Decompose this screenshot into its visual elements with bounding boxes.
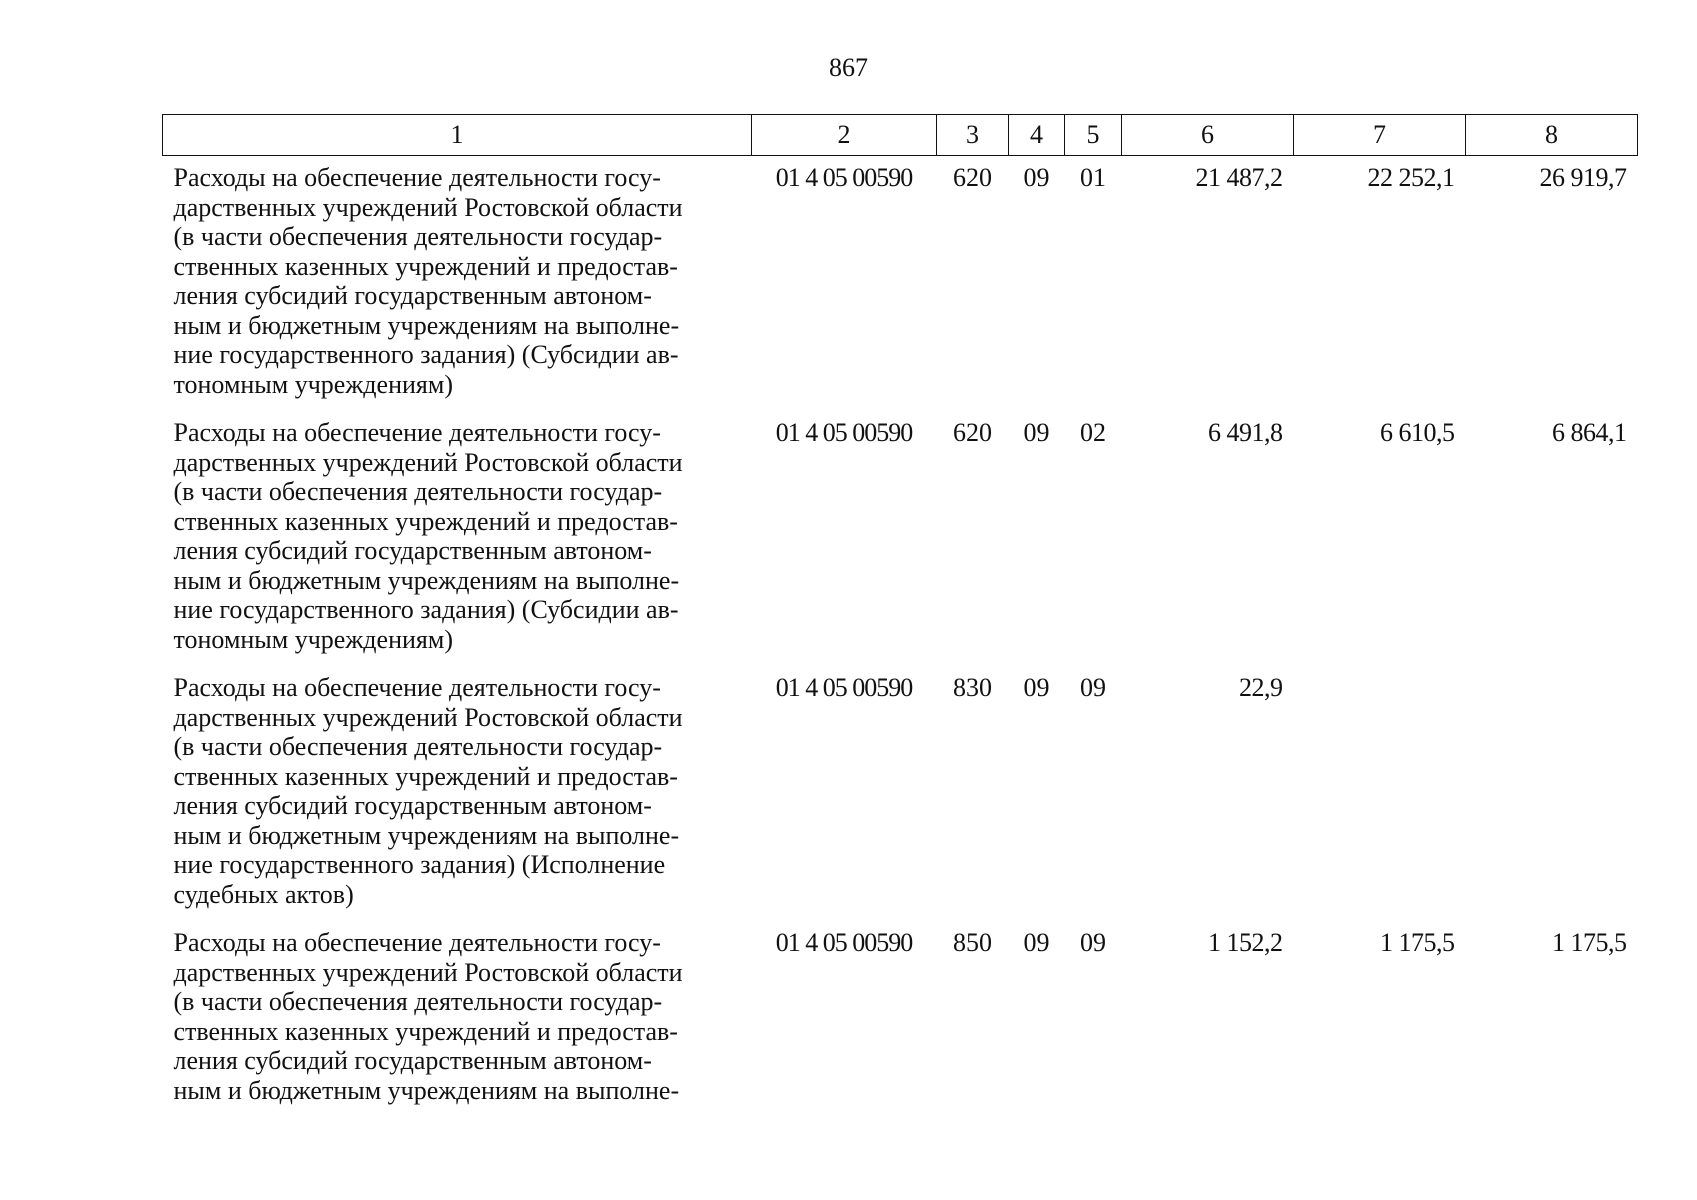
expense-type-code: 620 (953, 418, 992, 447)
column-header-6: 6 (1122, 115, 1294, 156)
budget-classification-code: 01 4 05 00590 (775, 928, 913, 957)
description-line: Расходы на обеспечение деятельности госу- (173, 418, 661, 447)
description-line: ственных казенных учреждений и предостав- (173, 761, 678, 791)
amount-column-7: 22 252,1 (1367, 163, 1455, 192)
header-row (163, 115, 1638, 156)
description-line: Расходы на обеспечение деятельности госу- (173, 163, 661, 192)
description-line: ние государственного задания) (Исполнение (173, 850, 666, 879)
description-line: дарственных учреждений Ростовской области (173, 447, 683, 477)
subsection-code: 09 (1080, 928, 1106, 957)
column-header-1: 1 (163, 115, 752, 156)
table-row (163, 666, 1638, 921)
description-line: ние государственного задания) (Субсидии ав- (173, 595, 679, 624)
expense-description (163, 666, 752, 921)
description-line: ным и бюджетным учреждениям на выполне- (173, 820, 680, 850)
amount-column-6: 22,9 (1239, 673, 1283, 702)
description-line: дарственных учреждений Ростовской области (173, 957, 683, 987)
description-line: ным и бюджетным учреждениям на выполне- (173, 310, 680, 340)
table-row (163, 921, 1638, 1117)
expense-description (163, 156, 752, 412)
description-line: (в части обеспечения деятельности государ- (173, 477, 663, 506)
section-code: 09 (1023, 163, 1050, 192)
description-line: ным и бюджетным учреждениям на выполне- (173, 565, 680, 595)
amount-column-6: 6 491,8 (1208, 418, 1283, 447)
description-line: ления субсидий государственным автоном- (173, 281, 652, 310)
description-line: Расходы на обеспечение деятельности госу- (173, 928, 661, 957)
amount-column-8: 6 864,1 (1552, 418, 1627, 447)
subsection-code: 09 (1080, 673, 1106, 702)
amount-column-7: 6 610,5 (1380, 418, 1455, 447)
column-header-3: 3 (937, 115, 1009, 156)
amount-column-6: 1 152,2 (1208, 928, 1283, 957)
description-line: судебных актов) (173, 879, 354, 909)
table-header (163, 115, 1638, 156)
description-line: (в части обеспечения деятельности государ- (173, 987, 663, 1016)
table-row (163, 411, 1638, 666)
section-code: 09 (1023, 418, 1050, 447)
column-header-8: 8 (1466, 115, 1638, 156)
description-line: Расходы на обеспечение деятельности госу- (173, 673, 661, 702)
description-line: ным и бюджетным учреждениям на выполне- (173, 1075, 680, 1105)
description-line: ления субсидий государственным автоном- (173, 1046, 652, 1075)
budget-table-container (162, 114, 1637, 1117)
section-code: 09 (1023, 928, 1050, 957)
budget-classification-code: 01 4 05 00590 (775, 163, 913, 192)
description-line: ления субсидий государственным автоном- (173, 791, 652, 820)
amount-column-8 (1466, 666, 1638, 921)
description-line: ления субсидий государственным автоном- (173, 536, 652, 565)
budget-classification-code: 01 4 05 00590 (775, 673, 913, 702)
column-header-4: 4 (1009, 115, 1065, 156)
description-line: тономным учреждениям) (173, 369, 453, 399)
amount-column-8: 1 175,5 (1552, 928, 1627, 957)
section-code: 09 (1023, 673, 1050, 702)
subsection-code: 02 (1080, 418, 1106, 447)
page-number: 867 (829, 53, 868, 82)
subsection-code: 01 (1080, 163, 1106, 192)
description-line: (в части обеспечения деятельности государ- (173, 222, 663, 251)
description-line: (в части обеспечения деятельности государ- (173, 732, 663, 761)
expense-type-code: 830 (953, 673, 992, 702)
column-header-2: 2 (752, 115, 937, 156)
table-body (163, 156, 1638, 1118)
description-line: ние государственного задания) (Субсидии ав- (173, 340, 679, 369)
amount-column-8: 26 919,7 (1539, 163, 1627, 192)
description-line: дарственных учреждений Ростовской области (173, 702, 683, 732)
description-line: ственных казенных учреждений и предостав- (173, 506, 678, 536)
budget-classification-code: 01 4 05 00590 (775, 418, 913, 447)
column-header-5: 5 (1065, 115, 1122, 156)
budget-table (162, 114, 1638, 1117)
amount-column-7: 1 175,5 (1380, 928, 1455, 957)
description-line: ственных казенных учреждений и предостав- (173, 1016, 678, 1046)
expense-description (163, 411, 752, 666)
expense-description (163, 921, 752, 1117)
expense-type-code: 850 (953, 928, 992, 957)
amount-column-6: 21 487,2 (1195, 163, 1283, 192)
amount-column-7 (1294, 666, 1466, 921)
description-line: тономным учреждениям) (173, 624, 453, 654)
description-line: ственных казенных учреждений и предостав- (173, 251, 678, 281)
description-line: дарственных учреждений Ростовской области (173, 192, 683, 222)
expense-type-code: 620 (953, 163, 992, 192)
column-header-7: 7 (1294, 115, 1466, 156)
table-row (163, 156, 1638, 412)
